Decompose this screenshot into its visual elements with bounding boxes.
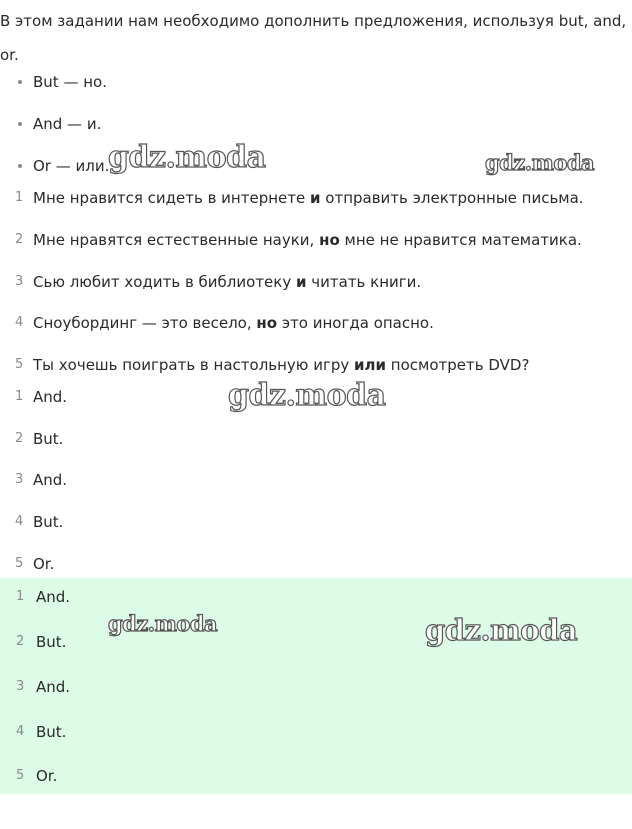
sentence-text: Мне нравятся естественные науки, но мне не нравится математика. xyxy=(33,231,582,249)
sentence-conjunction: но xyxy=(256,314,278,332)
answer-text: And. xyxy=(36,588,71,606)
bullet-dot xyxy=(18,80,22,84)
sentence-conjunction: и xyxy=(310,189,321,207)
answer-text: Or. xyxy=(33,555,55,573)
highlighted-answers-block xyxy=(0,578,632,794)
sentence-conjunction: и xyxy=(296,273,307,291)
sentence-number: 3 xyxy=(15,274,24,289)
answer-number: 3 xyxy=(16,679,25,694)
answer-number: 1 xyxy=(15,389,24,404)
answer-number: 5 xyxy=(15,556,24,571)
answer-number: 2 xyxy=(16,634,25,649)
watermark-logo: gdz.moda xyxy=(228,378,386,413)
bullet-dot xyxy=(18,122,22,126)
watermark-logo: gdz.moda xyxy=(108,611,218,636)
bullet-text: Or — или. xyxy=(33,157,110,175)
bullet-text: But — но. xyxy=(33,73,107,91)
sentence-text: Сью любит ходить в библиотеку и читать книги. xyxy=(33,273,422,291)
sentence-number: 2 xyxy=(15,232,24,247)
answer-number: 3 xyxy=(15,472,24,487)
answer-text: And. xyxy=(33,388,68,406)
sentence-number: 1 xyxy=(15,190,24,205)
answer-text: But. xyxy=(36,723,67,741)
answer-number: 4 xyxy=(16,724,25,739)
answer-text: Or. xyxy=(36,767,58,785)
answer-text: And. xyxy=(36,678,71,696)
answer-text: And. xyxy=(33,471,68,489)
answer-number: 1 xyxy=(16,589,25,604)
answer-number: 2 xyxy=(15,431,24,446)
answer-text: But. xyxy=(33,430,64,448)
answer-number: 5 xyxy=(16,768,25,783)
sentence-conjunction: но xyxy=(319,231,340,249)
bullet-dot xyxy=(18,164,22,168)
watermark-logo: gdz.moda xyxy=(108,140,266,175)
sentence-text: Мне нравится сидеть в интернете и отправить электронные письма. xyxy=(33,189,584,207)
sentence-number: 5 xyxy=(15,357,24,372)
intro-text: В этом задании нам необходимо дополнить предложения, используя but, and, or. xyxy=(0,12,627,64)
sentence-text: Ты хочешь поиграть в настольную игру или посмотреть DVD? xyxy=(33,356,530,374)
answer-text: But. xyxy=(36,633,67,651)
sentence-number: 4 xyxy=(15,315,24,330)
bullet-text: And — и. xyxy=(33,115,102,133)
sentence-conjunction: или xyxy=(354,356,387,374)
watermark-logo: gdz.moda xyxy=(425,613,578,647)
answer-number: 4 xyxy=(15,514,24,529)
sentence-text: Сноубординг — это весело, но это иногда опасно. xyxy=(33,314,434,332)
answer-text: But. xyxy=(33,513,64,531)
watermark-logo: gdz.moda xyxy=(485,150,595,175)
